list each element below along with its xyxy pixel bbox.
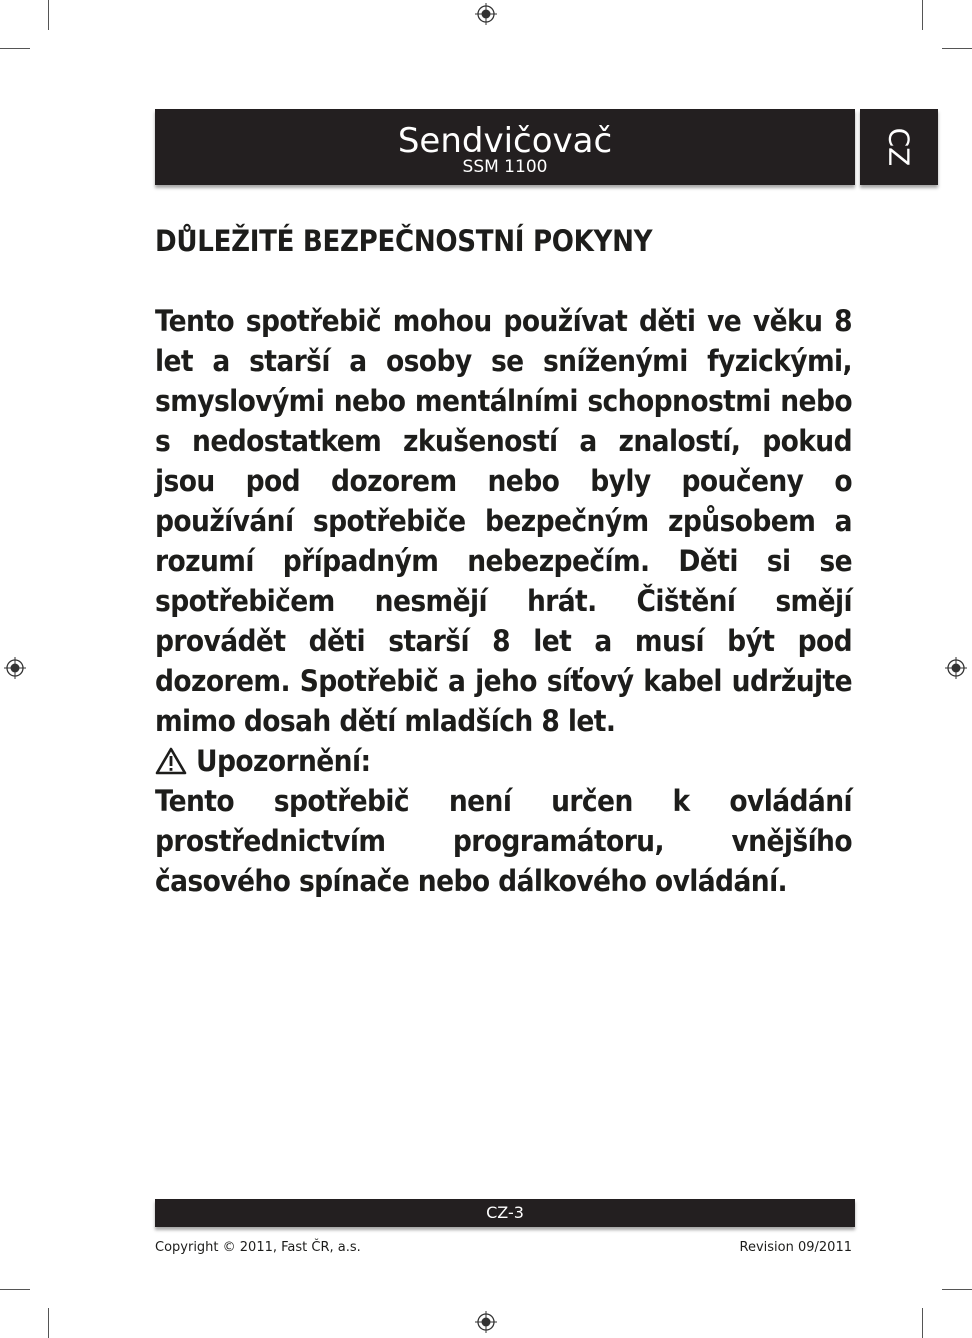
- warning-title: [155, 741, 370, 781]
- registration-mark-icon: [475, 3, 497, 25]
- language-tab-label: CZ: [882, 127, 916, 167]
- crop-mark: [922, 1308, 923, 1338]
- crop-mark: [48, 0, 49, 30]
- crop-mark: [48, 1308, 49, 1338]
- warning-paragraph: Tento spotřebič není určen k ovládání prostřednictvím programátoru, vnějšího časového spínače nebo dálkového ovládání.: [155, 784, 852, 898]
- crop-mark: [942, 1289, 972, 1290]
- footer-bar: [155, 1199, 855, 1227]
- crop-mark: [942, 48, 972, 49]
- crop-mark: [0, 1289, 30, 1290]
- header-bar: [155, 109, 855, 185]
- product-model: SSM 1100: [462, 157, 548, 177]
- revision-text: Revision 09/2011: [739, 1240, 852, 1255]
- registration-mark-icon: [945, 657, 967, 679]
- product-title: Sendvičovač: [397, 121, 613, 161]
- registration-mark-icon: [475, 1311, 497, 1333]
- safety-heading: DŮLEŽITÉ BEZPEČNOSTNÍ POKYNY: [155, 224, 653, 258]
- page-number: CZ-3: [486, 1203, 524, 1222]
- crop-mark: [0, 48, 30, 49]
- copyright-text: Copyright © 2011, Fast ČR, a.s.: [155, 1240, 361, 1255]
- registration-mark-icon: [4, 657, 26, 679]
- crop-mark: [922, 0, 923, 30]
- warning-title-text: Upozornění:: [196, 744, 371, 778]
- language-tab: [860, 109, 938, 185]
- warning-triangle-icon: [155, 747, 187, 775]
- safety-paragraph: Tento spotřebič mohou používat děti ve věku 8 let a starší a osoby se sníženými fyzickými, smyslovými nebo mentálními schopnostmi nebo s nedostatkem zkušeností a znalostí, pokud jsou pod dozorem nebo byly poučeny o používání spotřebiče bezpečným způsobem a rozumí případným nebezpečím. Děti si se spotřebičem nesmějí hrát. Čištění smějí provádět děti starší 8 let a musí být pod dozorem. Spotřebič a jeho síťový kabel udržujte mimo dosah dětí mladších 8 let.: [155, 304, 852, 738]
